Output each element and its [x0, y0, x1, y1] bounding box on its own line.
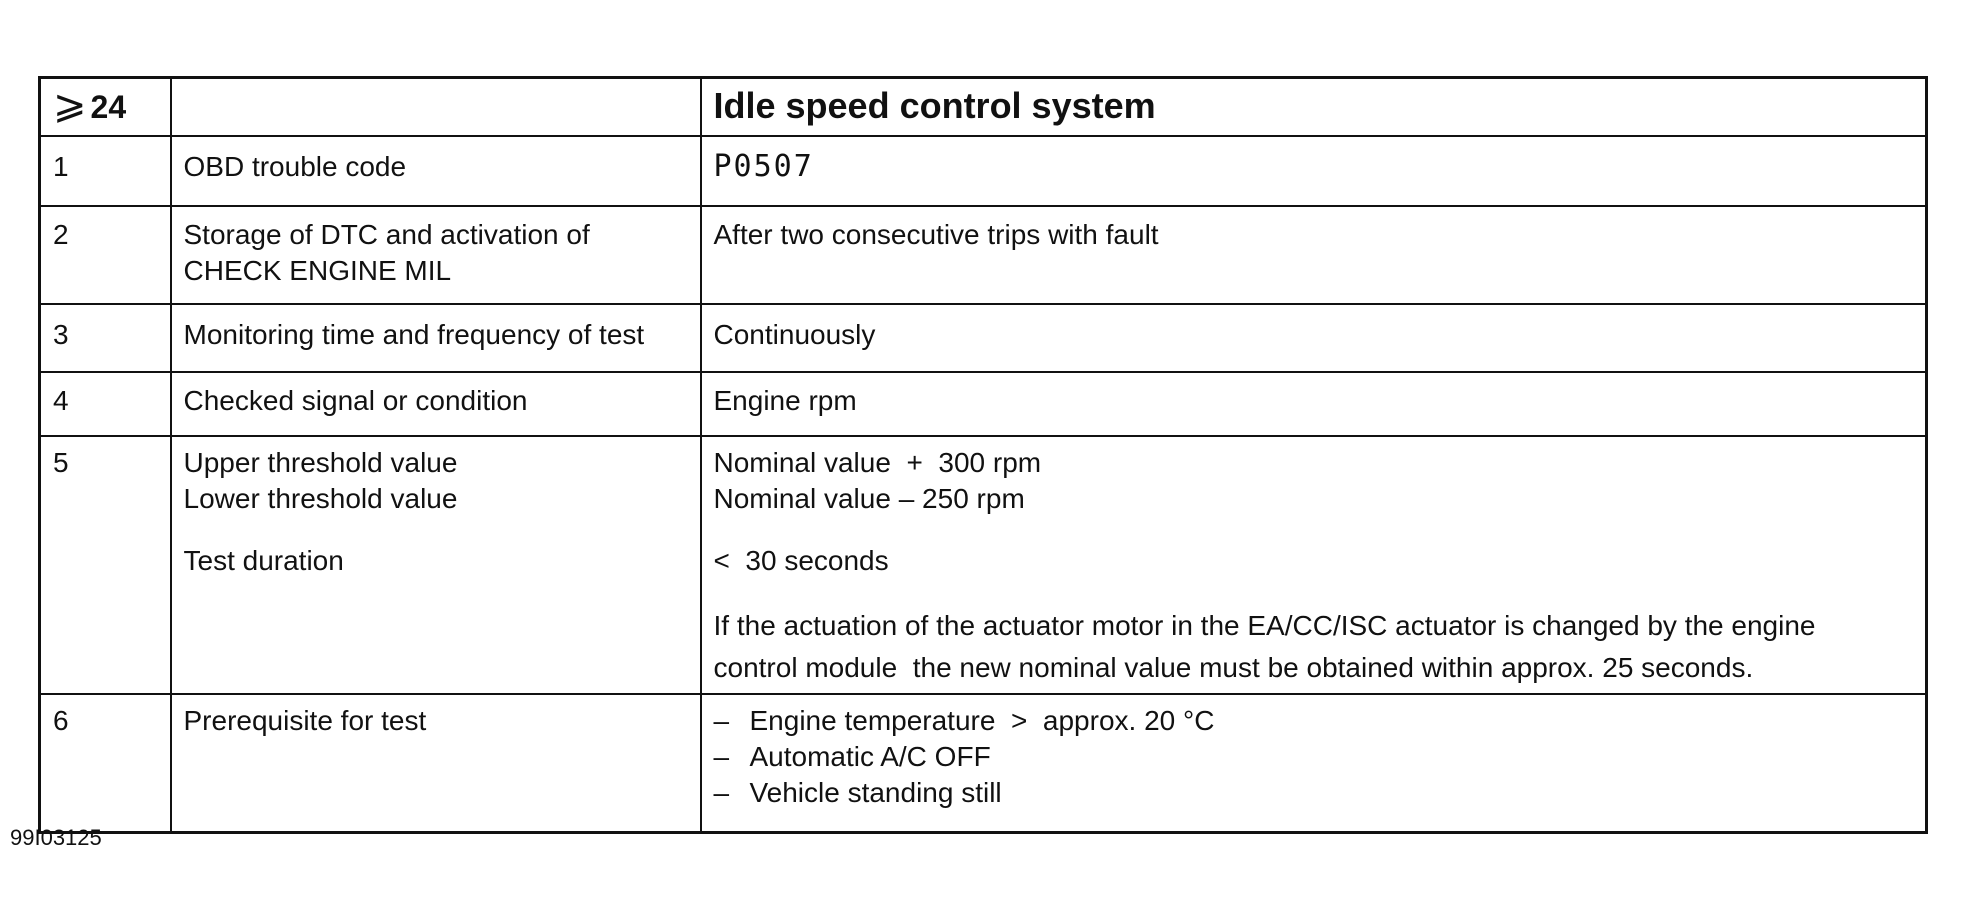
row-number: 5: [40, 436, 171, 694]
table-row: [40, 304, 1927, 372]
row-number: 4: [40, 372, 171, 436]
table-row: [40, 436, 1927, 694]
actuator-note: [714, 605, 1914, 689]
table-row: [40, 372, 1927, 436]
section-title: Idle speed control system: [713, 84, 1156, 126]
lower-threshold-label: Lower threshold value: [183, 483, 458, 514]
row-value: After two consecutive trips with fault: [701, 206, 1927, 304]
table-row: [40, 206, 1927, 304]
row-number: 1: [40, 136, 171, 206]
row-number: 3: [40, 304, 171, 372]
table-row: [40, 694, 1927, 833]
test-duration-value: < 30 seconds: [713, 545, 889, 576]
note-line: control module the new nominal value must be obtained within approx. 25 seconds.: [713, 652, 1754, 683]
row-label: Prerequisite for test: [171, 694, 701, 833]
row-value: [701, 436, 1927, 694]
row-label-line: CHECK ENGINE MIL: [183, 255, 452, 286]
idle-speed-control-table: [38, 76, 1928, 834]
list-item: – Engine temperature > approx. 20 °C: [714, 703, 1914, 739]
test-duration-label: Test duration: [183, 545, 344, 576]
obd-trouble-code: P0507: [713, 149, 814, 184]
list-item: – Automatic A/C OFF: [714, 739, 1914, 775]
upper-threshold-value: Nominal value + 300 rpm: [713, 447, 1042, 478]
row-label: Monitoring time and frequency of test: [171, 304, 701, 372]
chevron-icon: ⩾: [53, 83, 87, 127]
spec-sheet: [38, 76, 1928, 834]
prerequisite-list: [714, 703, 1914, 811]
row-label: [171, 436, 701, 694]
row-value: [701, 694, 1927, 833]
row-label: [171, 206, 701, 304]
row-label-line: Storage of DTC and activation of: [183, 219, 590, 250]
upper-threshold-label: Upper threshold value: [183, 447, 458, 478]
note-line: If the actuation of the actuator motor in the EA/CC/ISC actuator is changed by the engine: [713, 610, 1816, 641]
figure-reference: 99I03125: [10, 825, 102, 850]
section-marker-cell: [40, 78, 171, 137]
section-marker: [53, 83, 127, 127]
list-item: – Vehicle standing still: [714, 775, 1914, 811]
lower-threshold-value: Nominal value – 250 rpm: [713, 483, 1025, 514]
row-number: 2: [40, 206, 171, 304]
section-title-cell: [701, 78, 1927, 137]
row-label: OBD trouble code: [171, 136, 701, 206]
row-label: Checked signal or condition: [171, 372, 701, 436]
row-value: [701, 136, 1927, 206]
header-empty-cell: [171, 78, 701, 137]
row-value: Engine rpm: [701, 372, 1927, 436]
section-number: 24: [90, 89, 127, 125]
row-value: Continuously: [701, 304, 1927, 372]
row-number: 6: [40, 694, 171, 833]
table-header-row: [40, 78, 1927, 137]
table-row: [40, 136, 1927, 206]
